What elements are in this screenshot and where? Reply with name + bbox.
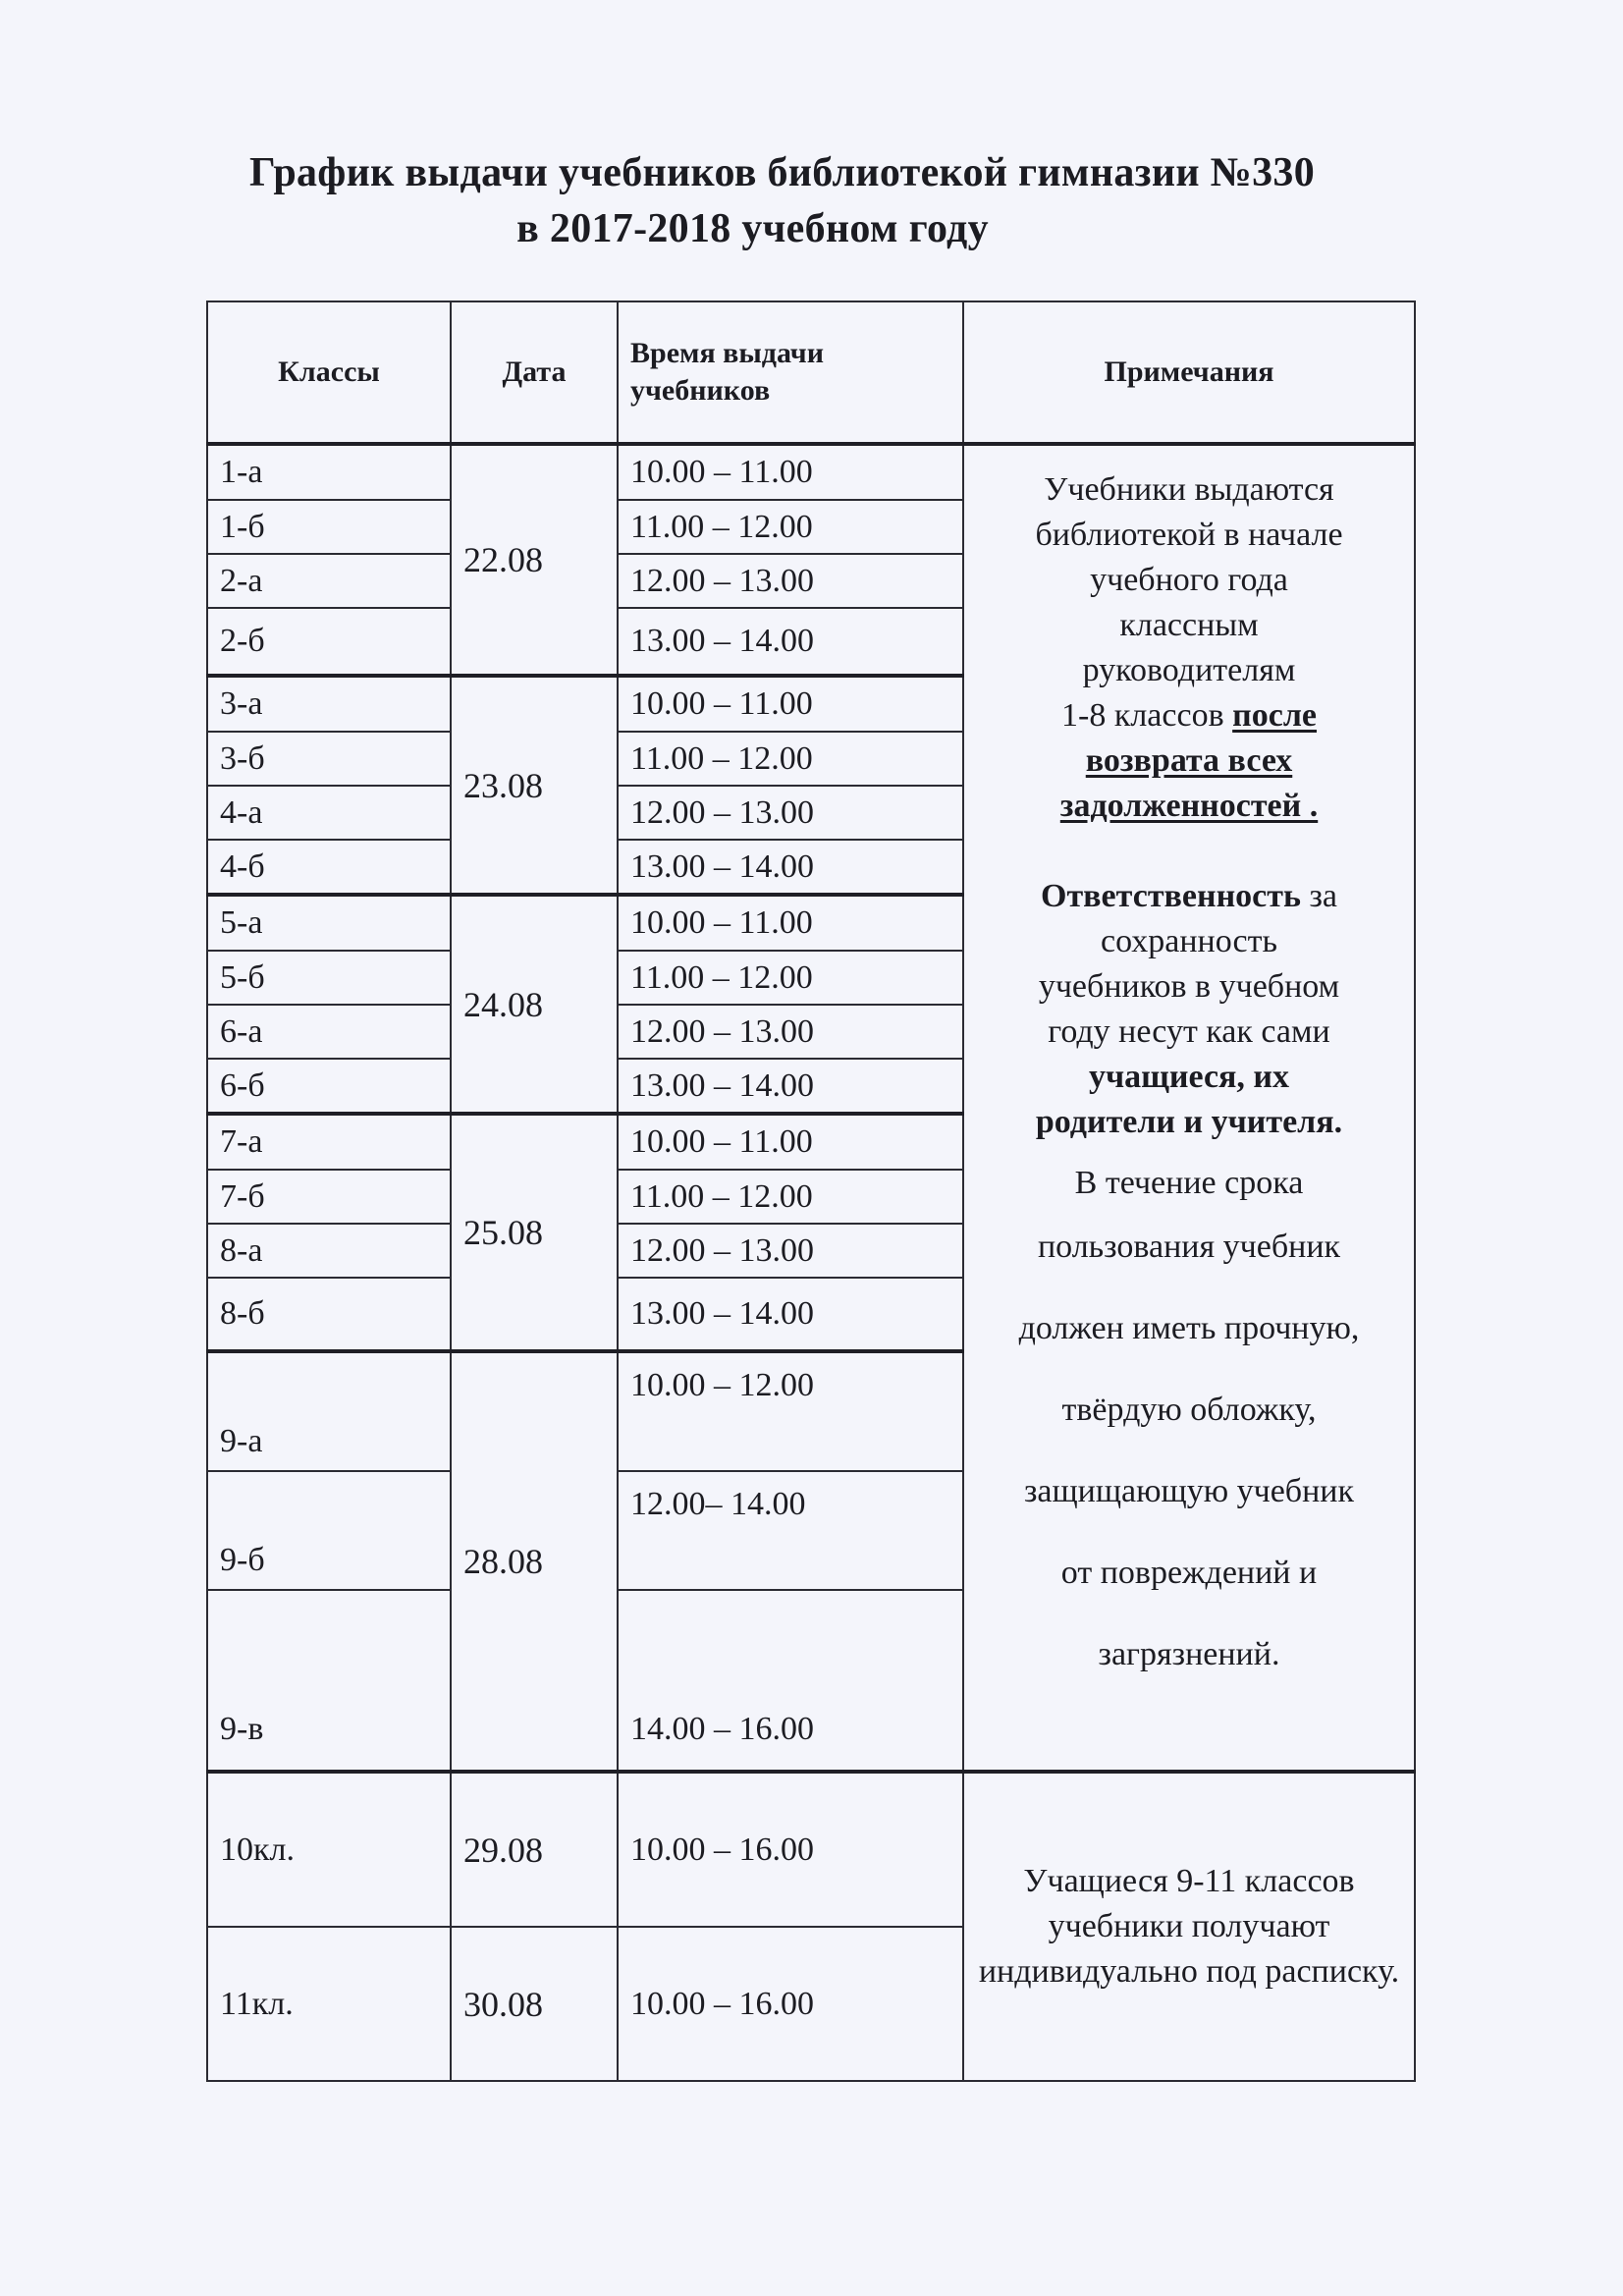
class-cell: 4-б (207, 840, 451, 895)
class-cell: 8-а (207, 1224, 451, 1278)
time-cell: 12.00 – 13.00 (618, 1005, 963, 1059)
time-cell: 13.00 – 14.00 (618, 608, 963, 676)
time-cell: 13.00 – 14.00 (618, 1059, 963, 1114)
notes-text: 1-8 классов (1061, 697, 1233, 734)
notes-text: от повреждений и (1060, 1555, 1318, 1591)
time-cell: 13.00 – 14.00 (618, 1278, 963, 1351)
date-cell: 30.08 (451, 1927, 618, 2081)
notes-senior-cell: Учащиеся 9-11 классов учебники получают индивидуально под расписку. (963, 1772, 1415, 2081)
date-cell: 29.08 (451, 1772, 618, 1927)
notes-text: сохранность (1100, 923, 1278, 959)
time-cell: 12.00 – 13.00 (618, 554, 963, 608)
class-cell: 7-а (207, 1114, 451, 1170)
class-cell: 4-а (207, 786, 451, 840)
notes-text: руководителям (1082, 652, 1296, 688)
class-cell: 6-б (207, 1059, 451, 1114)
notes-text: пользования учебник (1037, 1229, 1341, 1265)
time-cell: 14.00 – 16.00 (618, 1590, 963, 1772)
class-cell: 5-б (207, 951, 451, 1005)
time-cell: 12.00– 14.00 (618, 1471, 963, 1590)
time-cell: 12.00 – 13.00 (618, 786, 963, 840)
time-cell: 10.00 – 12.00 (618, 1351, 963, 1471)
class-cell: 11кл. (207, 1927, 451, 2081)
class-cell: 5-а (207, 895, 451, 951)
document-title-line1: График выдачи учебников библиотекой гимназии №330 (248, 150, 1316, 195)
class-cell: 9-в (207, 1590, 451, 1772)
notes-text: защищающую учебник (1023, 1473, 1355, 1509)
class-cell: 3-б (207, 732, 451, 786)
notes-emphasis: родители и учителя. (1035, 1104, 1343, 1140)
date-cell: 23.08 (451, 676, 618, 895)
notes-emphasis: задолженностей . (1059, 788, 1319, 824)
class-cell: 1-б (207, 500, 451, 554)
class-cell: 9-а (207, 1351, 451, 1471)
class-cell: 2-а (207, 554, 451, 608)
header-notes: Примечания (963, 301, 1415, 444)
header-time: Время выдачи учебников (618, 301, 963, 444)
notes-text: загрязнений. (1098, 1636, 1280, 1672)
class-cell: 10кл. (207, 1772, 451, 1927)
notes-text: должен иметь прочную, (1018, 1310, 1360, 1346)
time-cell: 10.00 – 11.00 (618, 676, 963, 732)
time-cell: 10.00 – 16.00 (618, 1927, 963, 2081)
notes-emphasis: учащиеся, их (1088, 1059, 1290, 1095)
notes-text: году несут как сами (1048, 1013, 1330, 1050)
table-header-row (207, 301, 1415, 444)
date-cell: 25.08 (451, 1114, 618, 1351)
notes-text: классным (1119, 607, 1259, 643)
date-cell: 28.08 (451, 1351, 618, 1772)
time-cell: 12.00 – 13.00 (618, 1224, 963, 1278)
notes-main-cell (963, 444, 1415, 1772)
time-cell: 10.00 – 11.00 (618, 895, 963, 951)
class-cell: 3-а (207, 676, 451, 732)
notes-text: учебного года (1090, 562, 1288, 598)
class-cell: 7-б (207, 1170, 451, 1224)
notes-emphasis: Ответственность (1041, 878, 1301, 914)
time-cell: 11.00 – 12.00 (618, 500, 963, 554)
notes-text: за (1300, 878, 1337, 914)
schedule-table (206, 301, 1416, 2082)
date-cell: 22.08 (451, 444, 618, 676)
notes-emphasis: возврата всех (1085, 742, 1293, 779)
notes-text: твёрдую обложку, (1061, 1392, 1317, 1428)
notes-text: Учебники выдаются (1044, 471, 1334, 508)
class-cell: 6-а (207, 1005, 451, 1059)
time-cell: 10.00 – 11.00 (618, 444, 963, 500)
time-cell: 10.00 – 11.00 (618, 1114, 963, 1170)
time-cell: 13.00 – 14.00 (618, 840, 963, 895)
time-cell: 11.00 – 12.00 (618, 951, 963, 1005)
table-row (207, 444, 1415, 500)
class-cell: 2-б (207, 608, 451, 676)
class-cell: 9-б (207, 1471, 451, 1590)
time-cell: 10.00 – 16.00 (618, 1772, 963, 1927)
notes-text: В течение срока (1074, 1165, 1304, 1201)
table-row (207, 1772, 1415, 1927)
header-classes: Классы (207, 301, 451, 444)
time-cell: 11.00 – 12.00 (618, 1170, 963, 1224)
class-cell: 1-а (207, 444, 451, 500)
notes-text: учебников в учебном (1038, 968, 1340, 1005)
notes-text: библиотекой в начале (1035, 517, 1343, 553)
time-cell: 11.00 – 12.00 (618, 732, 963, 786)
date-cell: 24.08 (451, 895, 618, 1114)
notes-emphasis: после (1232, 697, 1317, 734)
class-cell: 8-б (207, 1278, 451, 1351)
header-date: Дата (451, 301, 618, 444)
document-title-line2: в 2017-2018 учебном году (516, 206, 989, 251)
